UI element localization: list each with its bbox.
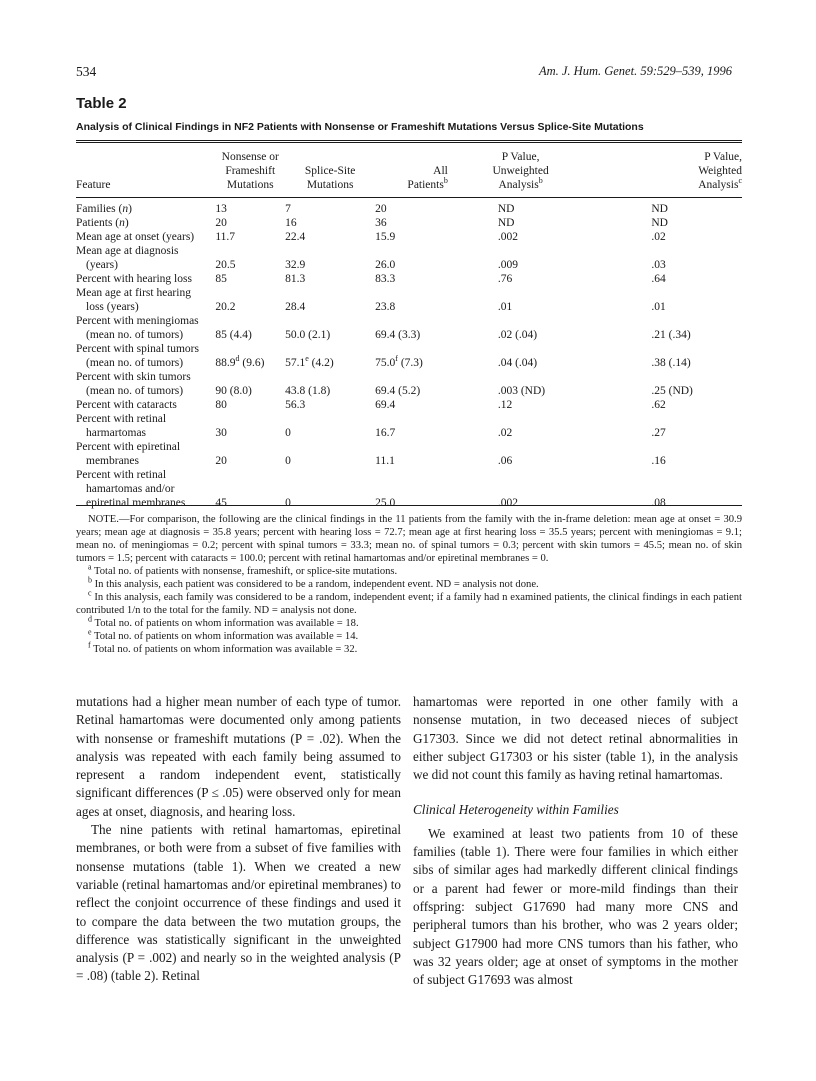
footnote-d: $^d$ Total no. of patients on whom information was available = 18. — [88, 614, 359, 629]
table-row: Mean age at diagnosis (years) 20.5 32.9 26.0 .009 .03 — [76, 245, 666, 271]
table-row: Percent with retinal hamartomas and/or epiretinal membranes 45 0 25.0 .002 .08 — [76, 469, 666, 509]
table-note: NOTE.—For comparison, the following are the clinical findings in the 11 patients from the family with the in-frame deletion: mean age at onset = 30.9 years; mean age at diagnosis = 35.8 years; percent with hearing loss = 72.7; mean age at first hearing loss = 35.5 years; percent with meningiomas = 9.1; mean no. of meningiomas = 0.2; percent with spinal tumors = 33.3; mean no. of spinal tumors = 0.3; percent with skin tumors = 45.5; mean no. of skin tumors = 1.5; percent with cataracts = 100.0; percent with retinal hamartomas and/or epiretinal membranes = 0. — [76, 514, 742, 564]
table-top-rule-double — [76, 142, 742, 143]
footnote-b: $^b$ In this analysis, each patient was considered to be a random, independent event. ND = analysis not done. — [88, 575, 539, 590]
table-row: Mean age at onset (years) 11.7 22.4 15.9 .002 .02 — [76, 231, 666, 243]
table-row: Patients (n) 20 16 36 ND ND — [76, 217, 668, 229]
footnote-a: $^a$ Total no. of patients with nonsense, frameshift, or splice-site mutations. — [88, 562, 398, 577]
paragraph: mutations had a higher mean number of each type of tumor. Retinal hamartomas were documented only among patients with nonsense or frameshift mutations (P = .02). When the analysis was repeated with each family being assumed to represent a random independent event, statistically significant differences (P ≤ .05) were observed only for mean ages at onset, diagnosis, and hearing loss. — [76, 694, 401, 819]
header-p-unweighted: P Value, Unweighted Analysis$^b$ — [492, 151, 549, 191]
header-p-weighted: P Value, Weighted Analysis$^c$ — [698, 151, 742, 191]
table-row: Mean age at first hearing loss (years) 20.2 28.4 23.8 .01 .01 — [76, 287, 666, 313]
table-row: Percent with skin tumors (mean no. of tumors) 90 (8.0) 43.8 (1.8) 69.4 (5.2) .003 (ND) .25 (ND) — [76, 371, 693, 397]
footnote-f: $^f$ Total no. of patients on whom information was available = 32. — [88, 640, 358, 655]
table-row: Families (n) 13 7 20 ND ND — [76, 203, 668, 215]
table-row: Percent with epiretinal membranes 20 0 11.1 .06 .16 — [76, 441, 666, 467]
footnote-e: $^e$ Total no. of patients on whom information was available = 14. — [88, 627, 359, 642]
running-head: Am. J. Hum. Genet. 59:529–539, 1996 — [538, 64, 732, 78]
header-all: All Patients$^b$ — [407, 165, 448, 191]
clinical-findings-table — [76, 148, 742, 510]
header-nonsense: Nonsense or Frameshift Mutations — [221, 151, 279, 191]
table-top-rule — [76, 140, 742, 141]
table-notes — [76, 513, 742, 656]
body-column-right — [413, 693, 738, 989]
table-caption: Analysis of Clinical Findings in NF2 Patients with Nonsense or Frameshift Mutations Versus Splice-Site Mutations — [76, 121, 644, 133]
paragraph: We examined at least two patients from 10 of these families (table 1). There were four families in which either sibs of similar ages had markedly different clinical findings or a parent had fewer or more-mild findings than their offspring: subject G17690 had many more CNS and peripheral tumors than his brother, who was 2 years older; subject G17900 had more CNS tumors than his father, who was 32 years older; age at onset of symptoms in the mother of subject G17693 was almost — [413, 825, 738, 988]
table-row: Percent with cataracts 80 56.3 69.4 .12 .62 — [76, 399, 666, 411]
paragraph: The nine patients with retinal hamartomas, epiretinal membranes, or both were from a subset of five families with nonsense mutations (table 1). When we created a new variable (retinal hamartomas and/or epiretinal membranes) to reflect the conjoint occurrence of these findings and used it to compare the data between the two mutation groups, the difference was statistically significant in the unweighted analysis (P = .002) and nearly so in the weighted analysis (P = .08) (table 2). Retinal — [76, 822, 401, 984]
table-row: Percent with retinal harmartomas 30 0 16.7 .02 .27 — [76, 413, 666, 439]
page-number: 534 — [76, 64, 97, 79]
table-row: Percent with spinal tumors (mean no. of tumors) 88.9$^d$ (9.6) 57.1e (4.2) 75.0$^f$ (7.3) .04 (.04) .38 (.14) — [76, 343, 691, 369]
body-column-left — [76, 693, 401, 986]
table-label: Table 2 — [76, 95, 127, 112]
table-row: Percent with meningiomas (mean no. of tumors) 85 (4.4) 50.0 (2.1) 69.4 (3.3) .02 (.04) .21 (.34) — [76, 315, 691, 341]
header-feature: Feature — [76, 179, 111, 191]
footnote-c: $^c$ In this analysis, each family was considered to be a random, independent event; if a family had n examined patients, the clinical findings in each patient contributed 1/n to the total for the family. ND = analysis not done. — [76, 588, 742, 616]
paragraph: hamartomas were reported in one other family with a nonsense mutation, in two deceased nieces of subject G17303. Since we did not detect retinal abnormalities in either subject G17303 or his sister (table 1), in the analysis we did not count this family as having retinal hamartomas. — [413, 694, 738, 783]
table-row: Percent with hearing loss 85 81.3 83.3 .76 .64 — [76, 273, 666, 285]
header-splice: Splice-Site Mutations — [304, 165, 356, 191]
section-heading: Clinical Heterogeneity within Families — [413, 802, 619, 818]
